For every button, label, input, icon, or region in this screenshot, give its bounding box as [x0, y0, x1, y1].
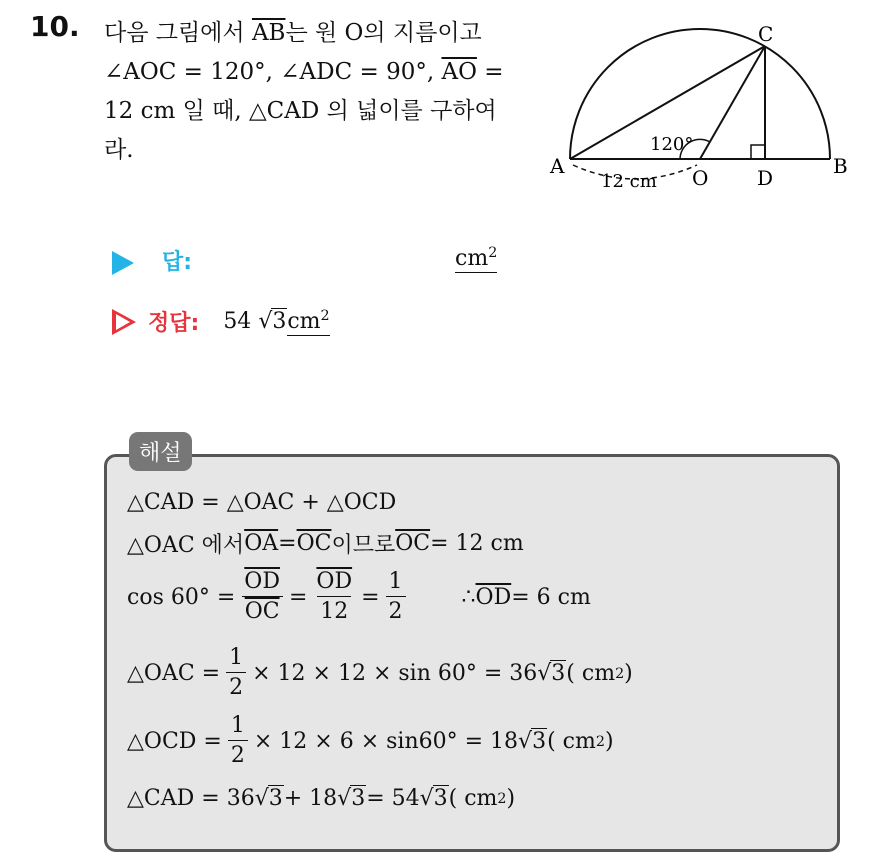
segment-ab: $\overline{AB}$: [251, 20, 286, 46]
angle-label: 120°: [650, 134, 694, 155]
label-a: A: [550, 154, 565, 178]
solution-line-5: △OCD = $\frac{1}{2}$ × 12 × 6 × sin60° = 18 √3 ( cm 2 ): [127, 712, 614, 771]
label-d: D: [757, 166, 774, 190]
label-o: O: [692, 166, 709, 190]
solution-line-6: △CAD = 36 √3 + 18 √3 = 54 √3 ( cm 2 ): [127, 786, 516, 811]
right-angle-mark: [751, 145, 765, 159]
length-label: 12 cm: [601, 171, 657, 192]
outline-triangle-icon: [112, 309, 136, 335]
answer-row: [112, 245, 192, 276]
question-text: [104, 14, 534, 170]
question-line-4: 라.: [104, 137, 134, 163]
question-number: 10.: [30, 10, 80, 43]
correct-value: 54 $√3cm^2$: [223, 308, 330, 334]
solution-line-2: △OAC 에서 $\overline{OA}$ = $\overline{OC}$ 이므로 $\overline{OC}$ = 12 cm: [127, 531, 524, 558]
solution-tag: 해설: [129, 432, 192, 471]
question-line-1: 다음 그림에서 $\overline{AB}$는 원 O의 지름이고: [104, 20, 482, 46]
label-c: C: [758, 22, 774, 46]
question-line-3: 12 cm 일 때, △CAD 의 넓이를 구하여: [104, 98, 497, 124]
question-line-2: ∠AOC = 120°, ∠ADC = 90°, $\overline{AO}$ =: [104, 59, 504, 85]
correct-answer-row: [112, 306, 330, 337]
answer-label: 답:: [162, 250, 193, 275]
semicircle-figure: [545, 15, 860, 195]
fraction-od-oc: $\frac{\overline{OD}}{OC}$: [241, 568, 283, 627]
play-triangle-icon: [112, 251, 134, 275]
solution-line-3: cos 60° = $\frac{\overline{OD}}{OC}$ = $\frac{\overline{OD}}{12}$ = $\frac{1}{2}$ ∴ $\overline{OD}$ = 6 cm: [127, 568, 591, 627]
label-b: B: [833, 154, 848, 178]
answer-input[interactable]: $cm^2$: [455, 245, 498, 271]
fraction-od-12: $\frac{\overline{OD}}{12}$: [313, 568, 355, 627]
fraction-1-2: $\frac{1}{2}$: [386, 568, 406, 627]
correct-label: 정답:: [148, 311, 200, 336]
solution-line-1: △CAD = △OAC + △OCD: [127, 490, 397, 515]
solution-line-4: △OAC = $\frac{1}{2}$ × 12 × 12 × sin 60° = 36 √3 ( cm 2 ): [127, 644, 633, 703]
segment-ao: $\overline{AO}$: [441, 59, 477, 85]
